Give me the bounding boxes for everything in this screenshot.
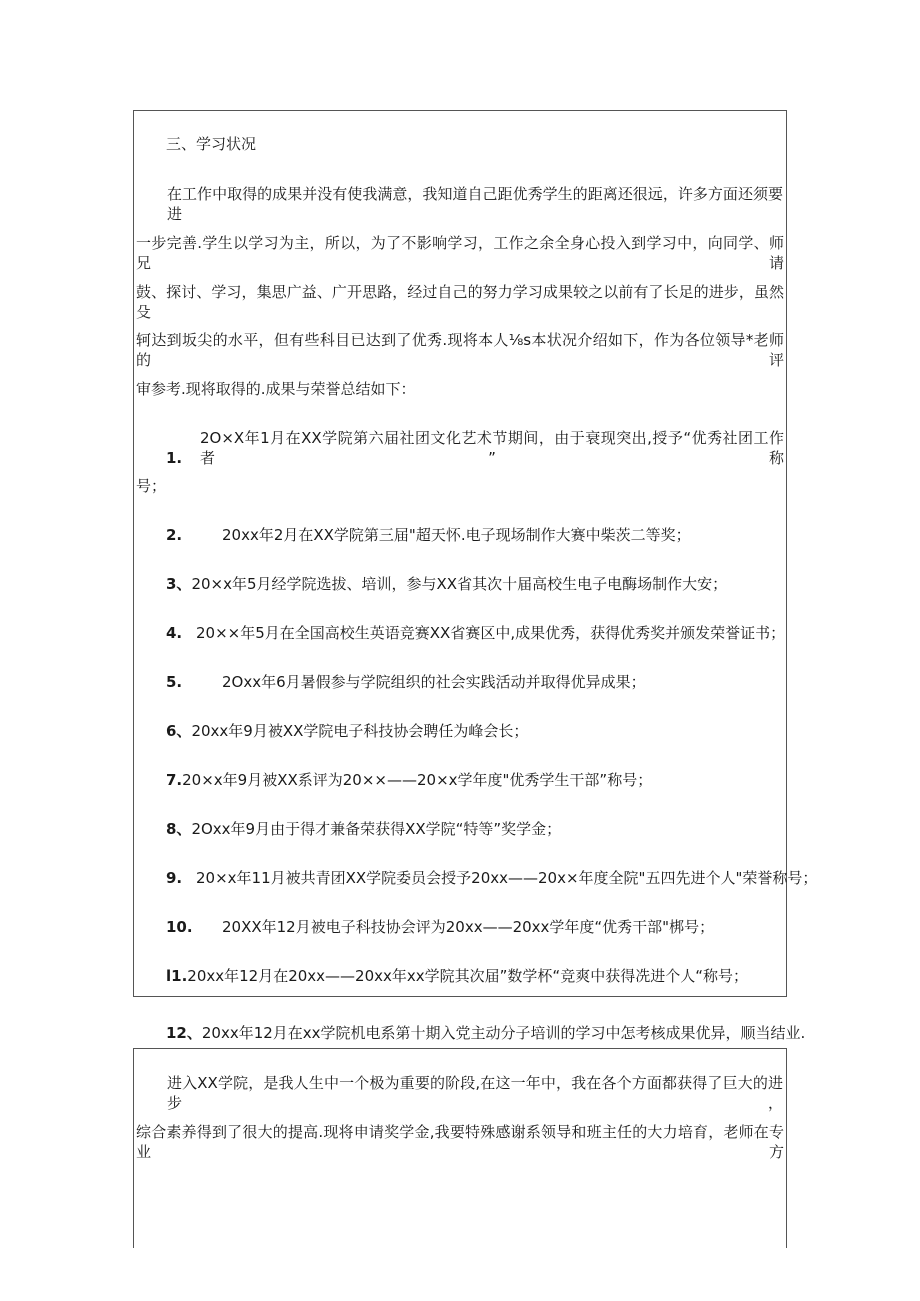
honor-text: 20xx年9月被XX学院电子科技协会聘任为峰会长； — [191, 722, 529, 740]
intro-line: 在工作中取得的成果并没有使我满意，我知道自己距优秀学生的距离还很远，许多方面还须要进 — [167, 185, 783, 223]
honor-number: 7. — [166, 771, 183, 789]
honor-item — [166, 917, 714, 937]
honor-item — [166, 428, 784, 468]
honor-number: l1. — [166, 967, 188, 985]
honor-text: 2Oxx年6月暑假参与学院组织的社会实践活动并取得优异成果； — [222, 673, 646, 691]
intro-line: 轲达到坂尖的水平，但有些科目已达到了优秀.现将本人⅛s本状况介绍如下，作为各位领导*老师的评 — [136, 331, 784, 369]
honor-text: 2O×X年1月在XX学院第六届社团文化艺术节期间，由于衰现突出,授予“优秀社团工作者”称 — [200, 429, 784, 467]
honor-text: 20×x年5月经学院选拔、培训，参与XX省其次十届高校生电子电酶场制作大安； — [191, 575, 728, 593]
honor-text: 20XX年12月被电子科技协会评为20xx——20xx学年度“优秀干部"梆号； — [222, 918, 715, 936]
honor-number: 3、 — [166, 575, 192, 593]
closing-line: 综合素养得到了很大的提高.现将申请奖学金,我要特殊感谢系领导和班主任的大力培育，老师在专业方 — [136, 1123, 784, 1161]
honor-item — [166, 525, 691, 545]
intro-line: 鼓、探讨、学习，集思广益、广开思路，经过自己的努力学习成果较之以前有了长足的进步，虽然殳 — [136, 283, 784, 321]
honor-number: 5. — [166, 673, 183, 691]
honor-number: 8、 — [166, 820, 192, 838]
honor-item — [166, 819, 561, 839]
honor-number: 2. — [166, 526, 183, 544]
honor-number: 9. — [166, 869, 183, 887]
honor-text: 20xx年12月在xx学院机电系第十期入党主动分子培训的学习中怎考核成果优异，顺当结业. — [201, 1024, 806, 1042]
honor-text: 20×x年9月被XX系评为20××——20×x学年度"优秀学生干部”称号； — [182, 771, 653, 789]
closing-line: 进入XX学院，是我人生中一个极为重要的阶段,在这一年中，我在各个方面都获得了巨大的进步， — [167, 1074, 783, 1112]
honor-item — [166, 770, 652, 790]
honor-number: 1. — [166, 449, 183, 467]
honor-item — [166, 966, 748, 986]
honor-number: 12、 — [166, 1024, 202, 1042]
honor-text: 2Oxx年9月由于得才兼备荣获得XX学院“特等”奖学金； — [191, 820, 562, 838]
honor-text: 20×x年11月被共青团XX学院委员会授予20xx——20x×年度全院"五四先进个人"荣誉称号； — [196, 869, 818, 887]
honor-item — [166, 721, 528, 741]
honor-item — [166, 672, 646, 692]
intro-line: 一步完善.学生以学习为主，所以，为了不影响学习，工作之余全身心投入到学习中，向同学、师兄请 — [136, 234, 784, 272]
honor-text: 20xx年2月在XX学院第三届"超天怀.电子现场制作大赛中柴茨二等奖； — [222, 526, 691, 544]
honor-item — [166, 868, 817, 888]
honor-text: 20××年5月在全国高校生英语竞赛XX省赛区中,成果优秀，获得优秀奖并颁发荣誉证书； — [196, 624, 786, 642]
honor-number: 10. — [166, 918, 193, 936]
honor-item-continuation: 号； — [136, 477, 167, 495]
honor-number: 6、 — [166, 722, 192, 740]
honor-item — [166, 574, 727, 594]
section-title: 三、学习状况 — [166, 135, 257, 153]
honor-number: 4. — [166, 624, 183, 642]
honor-item — [166, 623, 785, 643]
intro-line: 审参考.现将取得的.成果与荣誉总结如下： — [136, 380, 416, 398]
honor-item — [166, 1023, 805, 1043]
honor-text: 20xx年12月在20xx——20xx年xx学院其次届”数学杯“竞爽中获得冼进个人“称号； — [187, 967, 748, 985]
